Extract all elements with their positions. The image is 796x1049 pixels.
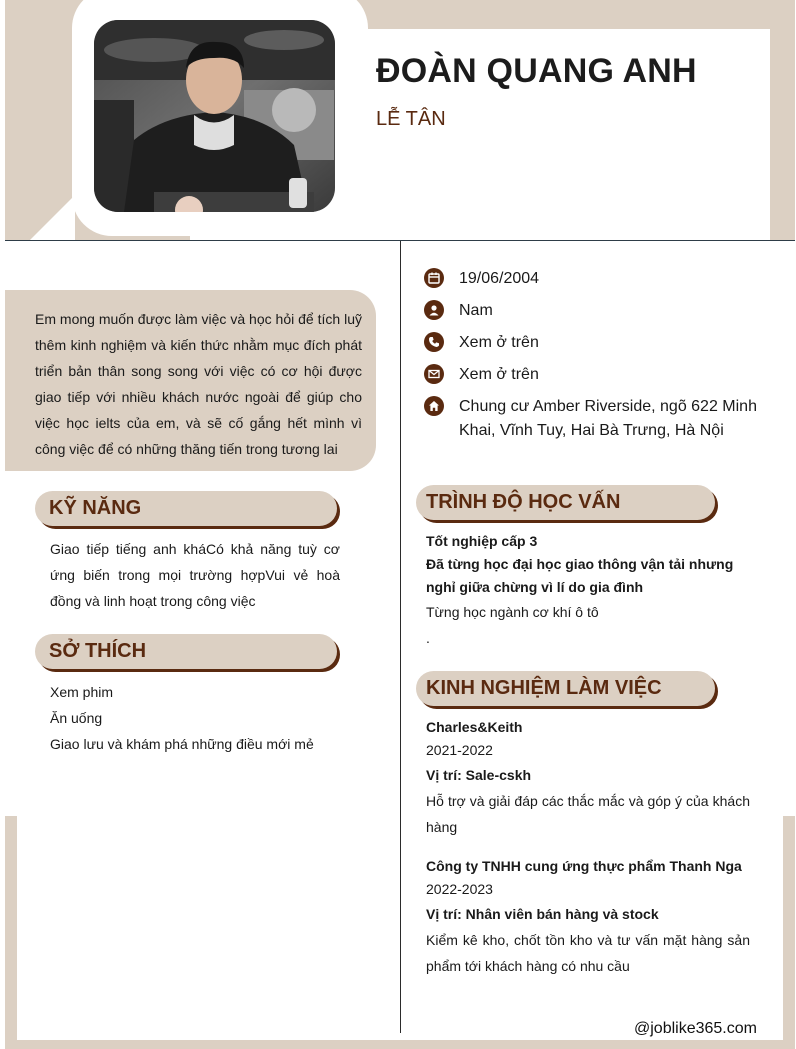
- job-title: LỄ TÂN: [376, 108, 446, 130]
- education-major: Từng học ngành cơ khí ô tô: [426, 604, 599, 620]
- photo-frame-corner: [30, 195, 75, 240]
- objective-text: Em mong muốn được làm việc và học hỏi để tích luỹ thêm kinh nghiệm và kiến thức nhằm mục đích phát triển bản thân song song với việc có cơ hội được giao tiếp với nhiều khách nước ngoài để giúp cho việc học ielts của em, và sẽ cố gắng hết mình vì công việc để có những thăng tiến trong tương lai: [35, 311, 362, 457]
- right-border-strip: [783, 816, 795, 1049]
- calendar-icon: [424, 268, 444, 288]
- education-degree: Tốt nghiệp cấp 3: [426, 533, 538, 549]
- watermark: @joblike365.com: [634, 1020, 757, 1037]
- gender-text: Nam: [459, 302, 493, 319]
- mail-icon: [424, 364, 444, 384]
- education-note: Đã từng học đại học giao thông vận tải nhưng nghỉ giữa chừng vì lí do gia đình: [426, 556, 734, 595]
- hobby-item: Ăn uống: [50, 710, 103, 726]
- skills-heading: KỸ NĂNG: [35, 491, 337, 526]
- hobby-item: Giao lưu và khám phá những điều mới mẻ: [50, 736, 314, 752]
- email-text: Xem ở trên: [459, 366, 539, 383]
- left-border-strip: [5, 816, 17, 1049]
- home-icon: [424, 396, 444, 416]
- experience-heading: KINH NGHIỆM LÀM VIỆC: [416, 671, 715, 706]
- education-heading: TRÌNH ĐỘ HỌC VẤN: [416, 485, 715, 520]
- phone-icon: [424, 332, 444, 352]
- address-text: Chung cư Amber Riverside, ngõ 622 Minh Khai, Vĩnh Tuy, Hai Bà Trưng, Hà Nội: [459, 398, 757, 439]
- job-role: Vị trí: Sale-cskh: [426, 767, 532, 783]
- career-objective: [5, 290, 376, 471]
- job-role: Vị trí: Nhân viên bán hàng và stock: [426, 906, 659, 922]
- job-company: Charles&Keith: [426, 719, 523, 735]
- phone-text: Xem ở trên: [459, 334, 539, 351]
- candidate-name: ĐOÀN QUANG ANH: [376, 52, 697, 90]
- job-description: Hỗ trợ và giải đáp các thắc mắc và góp ý của khách hàng: [426, 793, 750, 835]
- job-company: Công ty TNHH cung ứng thực phẩm Thanh Nga: [426, 858, 742, 874]
- education-extra: .: [426, 630, 430, 646]
- birthday-text: 19/06/2004: [459, 270, 540, 287]
- job-period: 2022-2023: [426, 881, 493, 897]
- profile-photo: [94, 20, 335, 212]
- hobby-item: Xem phim: [50, 684, 114, 700]
- job-description: Kiểm kê kho, chốt tồn kho và tư vấn mặt hàng sản phẩm tới khách hàng có nhu cầu: [426, 932, 750, 974]
- bottom-border-strip: [5, 1040, 795, 1049]
- hobbies-heading: SỞ THÍCH: [35, 634, 337, 669]
- user-icon: [424, 300, 444, 320]
- job-period: 2021-2022: [426, 742, 493, 758]
- skills-text: Giao tiếp tiếng anh kháCó khả năng tuỳ cơ ứng biến trong mọi trường hợpVui vẻ hoà đồng và linh hoạt trong công việc: [50, 541, 340, 609]
- hobbies-list: [50, 679, 350, 757]
- column-divider: [400, 241, 401, 1033]
